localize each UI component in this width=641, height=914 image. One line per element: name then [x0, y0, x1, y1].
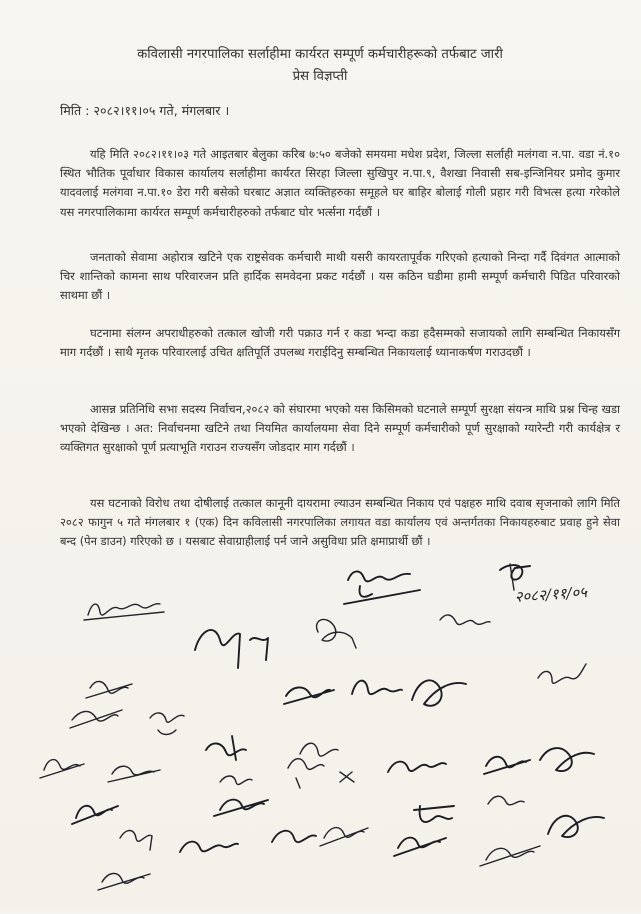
paragraph-condolence: जनताको सेवामा अहोरात्र खटिने एक राष्ट्रसेवक कर्मचारी माथी यसरी कायरतापूर्वक गरिएको हत्याको निन्दा गर्दै दिवंगत आत्माको चिर शान्तिको कामना साथ परिवारजन प्रति हार्दिक समवेदना प्रकट गर्दछौं । यस कठिन घडीमा हामी सम्पूर्ण कर्मचारी पिडित परिवारको साथमा छौं । — [60, 250, 620, 303]
signature-22 — [540, 748, 594, 771]
signature-date-text: २०८२/११/०५ — [514, 582, 588, 606]
signature-29 — [120, 831, 152, 851]
signature-34 — [98, 873, 150, 890]
signature-19 — [340, 772, 354, 782]
signature-8 — [150, 713, 184, 735]
signature-33 — [480, 846, 540, 866]
signature-24 — [214, 800, 268, 816]
signature-16 — [108, 766, 160, 782]
signature-2 — [344, 571, 420, 604]
signature-25 — [320, 828, 368, 846]
press-release-title — [70, 44, 570, 88]
signature-6 — [86, 681, 132, 698]
signature-1 — [84, 604, 164, 620]
signature-32 — [394, 838, 446, 856]
signature-23 — [72, 806, 118, 824]
signature-3 — [440, 615, 490, 625]
signature-30 — [180, 842, 238, 852]
signature-27 — [488, 796, 524, 805]
signature-13 — [206, 736, 246, 760]
title-line-2: प्रेस विज्ञप्ती — [292, 69, 348, 84]
signature-18 — [288, 759, 324, 788]
title-line-1: कविलासी नगरपालिका सर्लाहीमा कार्यरत सम्पूर्ण कर्मचारीहरूको तर्फबाट जारी — [137, 47, 503, 62]
signature-21 — [484, 757, 530, 774]
signature-5 — [317, 619, 356, 648]
signature-26 — [414, 806, 454, 822]
dated-signature — [500, 564, 589, 606]
date-line: मिति : २०८२।११।०५ गते, मंगलबार । — [60, 103, 230, 118]
signatures-area — [0, 560, 641, 910]
signature-17 — [220, 776, 252, 785]
signature-15 — [40, 760, 84, 778]
paragraph-incident: यहि मिति २०८२।११।०३ गते आइतबार बेलुका करिब ७:५० बजेको समयमा मधेश प्रदेश, जिल्ला सर्लाही मलंगवा न.पा. वडा नं.१० स्थित भौतिक पूर्वाधार विकास कार्यालय सर्लाहीमा कार्यरत सिरहा जिल्ला सुखिपुर न.पा.९, वैशखा निवासी सब-इन्जिनियर प्रमोद कुमार यादवलाई मलंगवा न.पा.१० डेरा गरी बसेको घरबाट अज्ञात व्यक्तिहरुका समूहले घर बाहिर बोलाई गोली प्रहार गरी विभत्स हत्या गरेकोले यस नगरपालिकामा कार्यरत सम्पूर्ण कर्मचारीहरुको तर्फबाट घोर भर्त्सना गर्दछौं । — [60, 147, 620, 219]
signature-10 — [352, 681, 402, 695]
paragraph-pen-down: यस घटनाको विरोध तथा दोषीलाई तत्काल कानूनी दायरामा ल्याउन सम्बन्धित निकाय एवं पक्षहरु माथि दवाब सृजनाको लागि मिति २०८२ फागुन ५ गते मंगलबार १ (एक) दिन कविलासी नगरपालिका लगायत वडा कार्यालय एवं अन्तर्गतका निकायहरुबाट प्रवाह हुने सेवा बन्द (पेन डाउन) गरिएको छ । यसबाट सेवाग्राहीलाई पर्न जाने असुविधा प्रति क्षमाप्रार्थी छौं । — [60, 496, 620, 549]
signature-12 — [538, 664, 586, 683]
signature-28 — [548, 816, 604, 837]
signature-20 — [388, 762, 446, 772]
signature-7 — [70, 710, 122, 728]
paragraph-demand-arrest: घटनामा संलग्न अपराधीहरुको तत्काल खोजी गरी पक्राउ गर्न र कडा भन्दा कडा हदैसम्मको सजायको लागि सम्बन्धित निकायसँग माग गर्दछौं । साथै मृतक परिवारलाई उचित क्षतिपूर्ति उपलब्ध गराईदिनु सम्बन्धित निकायलाई ध्यानाकर्षण गराउदछौं । — [60, 326, 620, 360]
signature-14 — [300, 743, 338, 756]
signature-31 — [272, 831, 316, 842]
signature-11 — [412, 680, 466, 705]
paragraph-security-demand: आसन्न प्रतिनिधि सभा सदस्य निर्वाचन,२०८२ को संघारमा भएको यस किसिमको घटनाले सम्पूर्ण सुरक्षा संयन्त्र माथि प्रश्न चिन्ह खडा भएको देखिन्छ । अत: निर्वाचनमा खटिने तथा नियमित कार्यालयमा सेवा दिने सम्पूर्ण कर्मचारीको पूर्ण सुरक्षाको ग्यारेन्टी गरी कार्यक्षेत्र र व्यक्तिगत सुरक्षाको पूर्ण प्रत्याभूति गराउन राज्यसँग जोडदार माग गर्दछौं । — [60, 402, 620, 455]
signatures-svg — [0, 560, 641, 910]
signature-4 — [195, 630, 268, 668]
signature-9 — [284, 687, 334, 704]
